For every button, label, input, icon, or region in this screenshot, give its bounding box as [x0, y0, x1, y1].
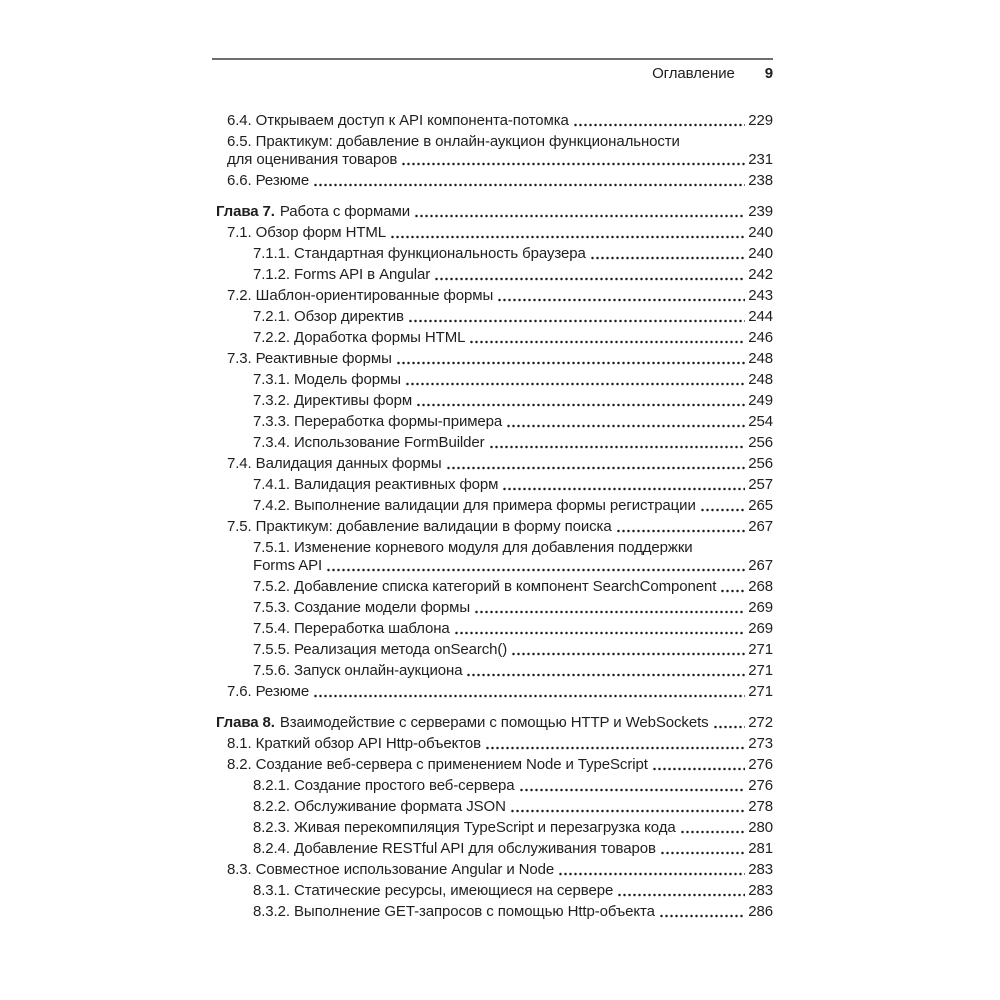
- dot-leader: [617, 882, 745, 900]
- toc-entry: [212, 903, 773, 921]
- toc-entry-title: 8.2. Создание веб-сервера с применением Node и TypeScript: [227, 756, 648, 773]
- toc-entry-row: [253, 882, 773, 900]
- toc-entry-title: 8.2.4. Добавление RESTful API для обслуживания товаров: [253, 840, 656, 857]
- toc-entry-row: [253, 903, 773, 921]
- toc-entry-title: Работа с формами: [279, 203, 410, 220]
- toc-entry-page-number: 271: [748, 683, 773, 700]
- toc-entry-row: [253, 497, 773, 515]
- toc-entry-page-number: 272: [748, 714, 773, 731]
- toc-entry: [212, 392, 773, 410]
- toc-entry-title: 8.2.3. Живая перекомпиляция TypeScript и перезагрузка кода: [253, 819, 676, 836]
- dot-leader: [466, 662, 745, 680]
- toc-entry-page-number: 243: [748, 287, 773, 304]
- toc-entry-row: [253, 413, 773, 431]
- toc-entry-row: [253, 599, 773, 617]
- toc-entry-row: [253, 620, 773, 638]
- toc-entry: [212, 287, 773, 305]
- running-head-page-number: 9: [764, 65, 773, 82]
- dot-leader: [326, 557, 745, 575]
- toc-entry-row: [253, 308, 773, 326]
- toc-entry-page-number: 286: [748, 903, 773, 920]
- dot-leader: [313, 683, 745, 701]
- toc-entry-row: [253, 798, 773, 816]
- toc-entry-page-number: 271: [748, 662, 773, 679]
- toc-entry-row: [253, 245, 773, 263]
- toc-entry-page-number: 248: [748, 350, 773, 367]
- toc-entry: [212, 371, 773, 389]
- running-head: [212, 65, 773, 83]
- toc-entries: [212, 112, 773, 921]
- toc-entry-title: 7.5.6. Запуск онлайн-аукциона: [253, 662, 463, 679]
- toc-entry-title: 8.3.2. Выполнение GET-запросов с помощью Http-объекта: [253, 903, 655, 920]
- running-head-title: Оглавление: [652, 65, 735, 82]
- toc-entry-page-number: 242: [748, 266, 773, 283]
- toc-entry-page-number: 281: [748, 840, 773, 857]
- toc-chapter-entry: [212, 714, 773, 732]
- toc-entry-title: 7.2.2. Доработка формы HTML: [253, 329, 466, 346]
- toc-entry-row: [253, 777, 773, 795]
- toc-entry-title: 7.5. Практикум: добавление валидации в форму поиска: [227, 518, 612, 535]
- toc-entry-row: [253, 434, 773, 452]
- toc-chapter-label: Глава 7.: [216, 203, 275, 220]
- toc-entry: [212, 329, 773, 347]
- toc-entry-title: 8.3.1. Статические ресурсы, имеющиеся на сервере: [253, 882, 614, 899]
- dot-leader: [519, 777, 746, 795]
- dot-leader: [590, 245, 746, 263]
- toc-entry: [212, 133, 773, 169]
- toc-entry-row: [253, 266, 773, 284]
- toc-entry: [212, 798, 773, 816]
- toc-entry-page-number: 269: [748, 599, 773, 616]
- dot-leader: [408, 308, 745, 326]
- dot-leader: [474, 599, 745, 617]
- dot-leader: [469, 329, 745, 347]
- toc-entry: [212, 308, 773, 326]
- dot-leader: [502, 476, 745, 494]
- toc-entry-title: 8.1. Краткий обзор API Http-объектов: [227, 735, 481, 752]
- toc-entry-page-number: 231: [748, 151, 773, 168]
- toc-entry-title: 7.1.2. Forms API в Angular: [253, 266, 431, 283]
- dot-leader: [416, 392, 745, 410]
- toc-entry-page-number: 276: [748, 777, 773, 794]
- toc-entry-row: [227, 172, 773, 190]
- toc-entry: [212, 861, 773, 879]
- toc-entry-title: 7.4. Валидация данных формы: [227, 455, 442, 472]
- toc-entry-title: 6.6. Резюме: [227, 172, 310, 189]
- toc-entry-row: [227, 683, 773, 701]
- toc-entry-row: [227, 756, 773, 774]
- toc-entry: [212, 882, 773, 900]
- toc-entry-page-number: 256: [748, 434, 773, 451]
- toc-entry: [212, 497, 773, 515]
- toc-entry-row: [227, 350, 773, 368]
- dot-leader: [720, 578, 745, 596]
- toc-entry: [212, 350, 773, 368]
- dot-leader: [446, 455, 746, 473]
- dot-leader: [506, 413, 745, 431]
- toc-entry: [212, 266, 773, 284]
- toc-entry-page-number: 240: [748, 224, 773, 241]
- dot-leader: [401, 151, 745, 169]
- toc-entry-title: 7.2. Шаблон-ориентированные формы: [227, 287, 494, 304]
- dot-leader: [573, 112, 745, 130]
- toc-entry-row: [227, 735, 773, 753]
- toc-entry-row: [253, 840, 773, 858]
- toc-entry-title: 7.6. Резюме: [227, 683, 310, 700]
- toc-entry-row: [227, 861, 773, 879]
- toc-entry-row: [216, 203, 773, 221]
- dot-leader: [497, 287, 745, 305]
- toc-entry-page-number: 229: [748, 112, 773, 129]
- toc-entry-row: [216, 714, 773, 732]
- toc-chapter-entry: [212, 203, 773, 221]
- toc-entry-page-number: 248: [748, 371, 773, 388]
- toc-entry-page-number: 278: [748, 798, 773, 815]
- toc-entry: [212, 620, 773, 638]
- toc-entry-title: 7.1. Обзор форм HTML: [227, 224, 387, 241]
- toc-entry: [212, 224, 773, 242]
- toc-entry-row: [227, 151, 773, 169]
- toc-entry: [212, 476, 773, 494]
- toc-entry-title: Взаимодействие с серверами с помощью HTTP и WebSockets: [279, 714, 709, 731]
- dot-leader: [434, 266, 745, 284]
- dot-leader: [454, 620, 746, 638]
- toc-entry-row: [227, 518, 773, 536]
- toc-entry-title: Forms API: [253, 557, 323, 574]
- toc-entry-row: [227, 112, 773, 130]
- toc-entry: [212, 840, 773, 858]
- toc-entry-title: 7.5.4. Переработка шаблона: [253, 620, 450, 637]
- toc-entry-title: 7.2.1. Обзор директив: [253, 308, 404, 325]
- dot-leader: [405, 371, 745, 389]
- toc-entry-title: 7.1.1. Стандартная функциональность браузера: [253, 245, 586, 262]
- toc-entry: [212, 518, 773, 536]
- toc-entry: [212, 641, 773, 659]
- dot-leader: [414, 203, 745, 221]
- toc-entry-title-line1: 6.5. Практикум: добавление в онлайн-аукцион функциональности: [227, 133, 680, 150]
- toc-entry: [212, 539, 773, 575]
- toc-entry-title: 7.3.3. Переработка формы-примера: [253, 413, 503, 430]
- dot-leader: [510, 798, 745, 816]
- toc-entry-title: 7.4.1. Валидация реактивных форм: [253, 476, 499, 493]
- toc-entry-page-number: 280: [748, 819, 773, 836]
- toc-entry-page-number: 283: [748, 861, 773, 878]
- toc-entry-page-number: 265: [748, 497, 773, 514]
- dot-leader: [489, 434, 746, 452]
- dot-leader: [511, 641, 745, 659]
- toc-entry: [212, 683, 773, 701]
- toc-entry-title: 7.5.2. Добавление списка категорий в компонент SearchComponent: [253, 578, 717, 595]
- dot-leader: [680, 819, 746, 837]
- toc-entry-title: 7.3.4. Использование FormBuilder: [253, 434, 485, 451]
- toc-entry: [212, 662, 773, 680]
- toc-content: [212, 58, 773, 924]
- dot-leader: [390, 224, 745, 242]
- dot-leader: [396, 350, 746, 368]
- toc-entry-row: [227, 455, 773, 473]
- toc-entry-page-number: 271: [748, 641, 773, 658]
- header-rule: [212, 58, 773, 60]
- toc-entry-title: 6.4. Открываем доступ к API компонента-потомка: [227, 112, 569, 129]
- toc-entry: [212, 735, 773, 753]
- dot-leader: [660, 840, 745, 858]
- toc-entry-page-number: 249: [748, 392, 773, 409]
- toc-entry: [212, 112, 773, 130]
- toc-entry: [212, 578, 773, 596]
- toc-entry-row: [253, 476, 773, 494]
- toc-entry: [212, 455, 773, 473]
- toc-entry: [212, 172, 773, 190]
- toc-entry: [212, 599, 773, 617]
- toc-entry: [212, 819, 773, 837]
- dot-leader: [616, 518, 746, 536]
- dot-leader: [700, 497, 746, 515]
- toc-entry-page-number: 276: [748, 756, 773, 773]
- toc-entry: [212, 434, 773, 452]
- toc-chapter-label: Глава 8.: [216, 714, 275, 731]
- toc-entry-row: [253, 329, 773, 347]
- toc-entry-page-number: 246: [748, 329, 773, 346]
- toc-entry-title: 8.2.2. Обслуживание формата JSON: [253, 798, 506, 815]
- toc-entry-page-number: 254: [748, 413, 773, 430]
- toc-entry-page-number: 283: [748, 882, 773, 899]
- toc-entry-row: [227, 287, 773, 305]
- toc-entry-title: 7.5.5. Реализация метода onSearch(): [253, 641, 508, 658]
- toc-entry-row: [227, 224, 773, 242]
- toc-entry-page-number: 244: [748, 308, 773, 325]
- toc-entry-page-number: 268: [748, 578, 773, 595]
- toc-entry-title: 7.4.2. Выполнение валидации для примера формы регистрации: [253, 497, 696, 514]
- toc-entry-title: 7.3. Реактивные формы: [227, 350, 392, 367]
- toc-entry-row: [253, 557, 773, 575]
- toc-entry-title-line1: 7.5.1. Изменение корневого модуля для добавления поддержки: [253, 539, 693, 556]
- toc-entry-page-number: 273: [748, 735, 773, 752]
- toc-entry-page-number: 239: [748, 203, 773, 220]
- toc-entry-row: [253, 392, 773, 410]
- dot-leader: [659, 903, 745, 921]
- toc-entry-page-number: 257: [748, 476, 773, 493]
- toc-entry-row: [253, 371, 773, 389]
- dot-leader: [313, 172, 745, 190]
- toc-entry: [212, 777, 773, 795]
- toc-entry-page-number: 240: [748, 245, 773, 262]
- toc-entry-page-number: 256: [748, 455, 773, 472]
- toc-entry-row: [253, 641, 773, 659]
- toc-entry-title: 7.3.1. Модель формы: [253, 371, 401, 388]
- toc-entry-title: 7.3.2. Директивы форм: [253, 392, 413, 409]
- toc-entry-page-number: 267: [748, 557, 773, 574]
- toc-entry-row: [253, 578, 773, 596]
- toc-entry-row: [253, 662, 773, 680]
- toc-entry-row: [253, 819, 773, 837]
- toc-entry-title: 8.2.1. Создание простого веб-сервера: [253, 777, 515, 794]
- toc-entry: [212, 245, 773, 263]
- toc-entry-title: 8.3. Совместное использование Angular и Node: [227, 861, 555, 878]
- toc-entry-title: 7.5.3. Создание модели формы: [253, 599, 471, 616]
- dot-leader: [713, 714, 746, 732]
- toc-entry: [212, 756, 773, 774]
- dot-leader: [485, 735, 745, 753]
- dot-leader: [558, 861, 745, 879]
- toc-entry-page-number: 238: [748, 172, 773, 189]
- toc-entry: [212, 413, 773, 431]
- toc-entry-page-number: 267: [748, 518, 773, 535]
- toc-entry-page-number: 269: [748, 620, 773, 637]
- toc-entry-title: для оценивания товаров: [227, 151, 398, 168]
- dot-leader: [652, 756, 746, 774]
